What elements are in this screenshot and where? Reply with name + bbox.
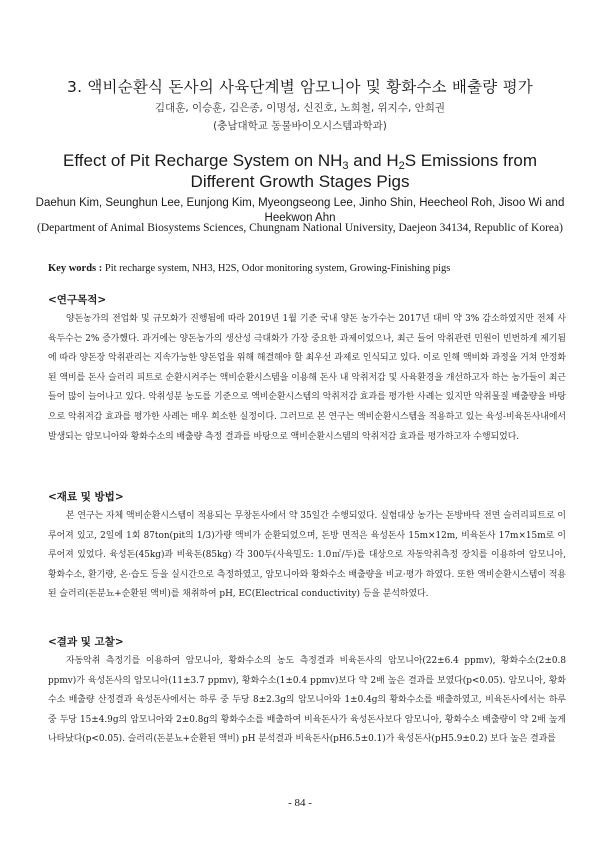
section-heading-results: <결과 및 고찰> bbox=[48, 636, 124, 648]
section-text-methods: 본 연구는 자체 액비순환시스템이 적용되는 무창돈사에서 약 35일간 수행되었다. 실험대상 농가는 돈방바닥 전면 슬러리피트로 이루어져 있고, 2일에 1회 87ton(pit의 1/3)가량 액비가 순환되었으며, 돈방 면적은 육성돈사 15m×12m, 비육돈사 17m×15m로 이루어져 있었다. 육성돈(45kg)과 비육돈(85kg) 각 300두(사육밀도: 1.0㎡/두)를 대상으로 자동악취측정 장치를 이용하여 암모니아, 황화수소, 환기량, 온·습도 등을 실시간으로 측정하였고, 암모니아와 황화수소 배출량을 비교·평가 하였다. 또한 액비순환시스템이 적용된 슬러리(돈분뇨+순환된 액비)를 채취하여 pH, EC(Electrical conductivity) 등을 분석하였다. bbox=[48, 511, 566, 600]
keywords bbox=[48, 263, 572, 274]
korean-affiliation: (충남대학교 동물바이오시스템과학과) bbox=[213, 120, 387, 132]
subscript: 2 bbox=[398, 160, 405, 172]
english-title-part: Effect of Pit Recharge System on NH bbox=[63, 151, 343, 170]
subscript: 3 bbox=[342, 160, 349, 172]
english-title-part: and H bbox=[348, 151, 399, 170]
korean-authors: 김대훈, 이승훈, 김은종, 이명성, 신진호, 노희철, 위지수, 안희권 bbox=[154, 102, 446, 114]
english-title-part: S Emissions from bbox=[404, 151, 537, 170]
english-title-line2: Different Growth Stages Pigs bbox=[190, 172, 410, 191]
section-heading-purpose: <연구목적> bbox=[48, 294, 107, 306]
page-number: - 84 - bbox=[288, 797, 312, 809]
section-text-results: 자동악취 측정기를 이용하여 암모니아, 황화수소의 농도 측정결과 비육돈사의 암모니아(22±6.4 ppmv), 황화수소(2±0.8 ppmv)가 육성돈사의 암모니아(11±3.7 ppmv), 황화수소(1±0.4 ppmv)보다 약 2배 높은 결과를 보였다(p<0.05). 암모니아, 황화수소 배출량 산정결과 육성돈사에서는 하루 중 두당 8±2.3g의 암모니아와 1±0.4g의 황화수소를 배출하였고, 비육돈사에서는 하루 중 두당 15±4.9g의 암모니아와 2±0.8g의 황화수소를 배출하여 비육돈사가 육성돈사보다 암모니아, 황화수소 배출량이 약 2배 높게 나타났다(p<0.05). 슬러리(돈분뇨+순환된 액비) pH 분석결과 비육돈사(pH6.5±0.1)가 육성돈사(pH5.9±0.2) 보다 높은 결과를 bbox=[48, 656, 566, 745]
english-affiliation: (Department of Animal Biosystems Sciences, Chungnam National University, Daejeon 34134, Republic of Korea) bbox=[37, 222, 563, 234]
keywords-text: Pit recharge system, NH3, H2S, Odor monitoring system, Growing-Finishing pigs bbox=[104, 263, 451, 274]
korean-title: 3. 액비순환식 돈사의 사육단계별 암모니아 및 황화수소 배출량 평가 bbox=[67, 78, 533, 96]
english-title bbox=[30, 150, 570, 192]
section-text-purpose: 양돈농가의 전업화 및 규모화가 진행됨에 따라 2019년 1월 기준 국내 양돈 농가수는 2017년 대비 약 3% 감소하였지만 전체 사육두수는 2% 증가했다. 과거에는 양돈농가의 생산성 극대화가 가장 중요한 과제이었으나, 최근 들어 악취관련 민원이 빈번하게 제기됨에 따라 양돈장 악취관리는 지속가능한 양돈업을 위해 해결해야 할 최우선 과제로 인식되고 있다. 이로 인해 액비화 과정을 거쳐 안정화된 액비를 돈사 슬러리 피트로 순환시켜주는 액비순환시스템을 이용해 돈사 내 악취저감 및 사육환경을 개선하고자 하는 농가들이 최근 들어 많이 늘어나고 있다. 악취성분 농도를 기준으로 액비순환시스템의 악취저감 효과를 평가한 사례는 있지만 악취물질 배출량을 바탕으로 악취저감 효과를 평가한 사례는 매우 희소한 실정이다. 그러므로 본 연구는 액비순환시스템을 적용하고 있는 육성-비육돈사내에서 발생되는 암모니아와 황화수소의 배출량 측정 결과를 바탕으로 액비순환시스템의 악취저감 효과를 평가하고자 수행되었다. bbox=[48, 314, 566, 442]
section-heading-methods: <재료 및 방법> bbox=[48, 491, 124, 503]
english-authors: Daehun Kim, Seunghun Lee, Eunjong Kim, Myeongseong Lee, Jinho Shin, Heecheol Roh, Jisoo Wi and Heekwon Ahn bbox=[35, 197, 565, 224]
keywords-label: Key words : bbox=[48, 263, 103, 274]
